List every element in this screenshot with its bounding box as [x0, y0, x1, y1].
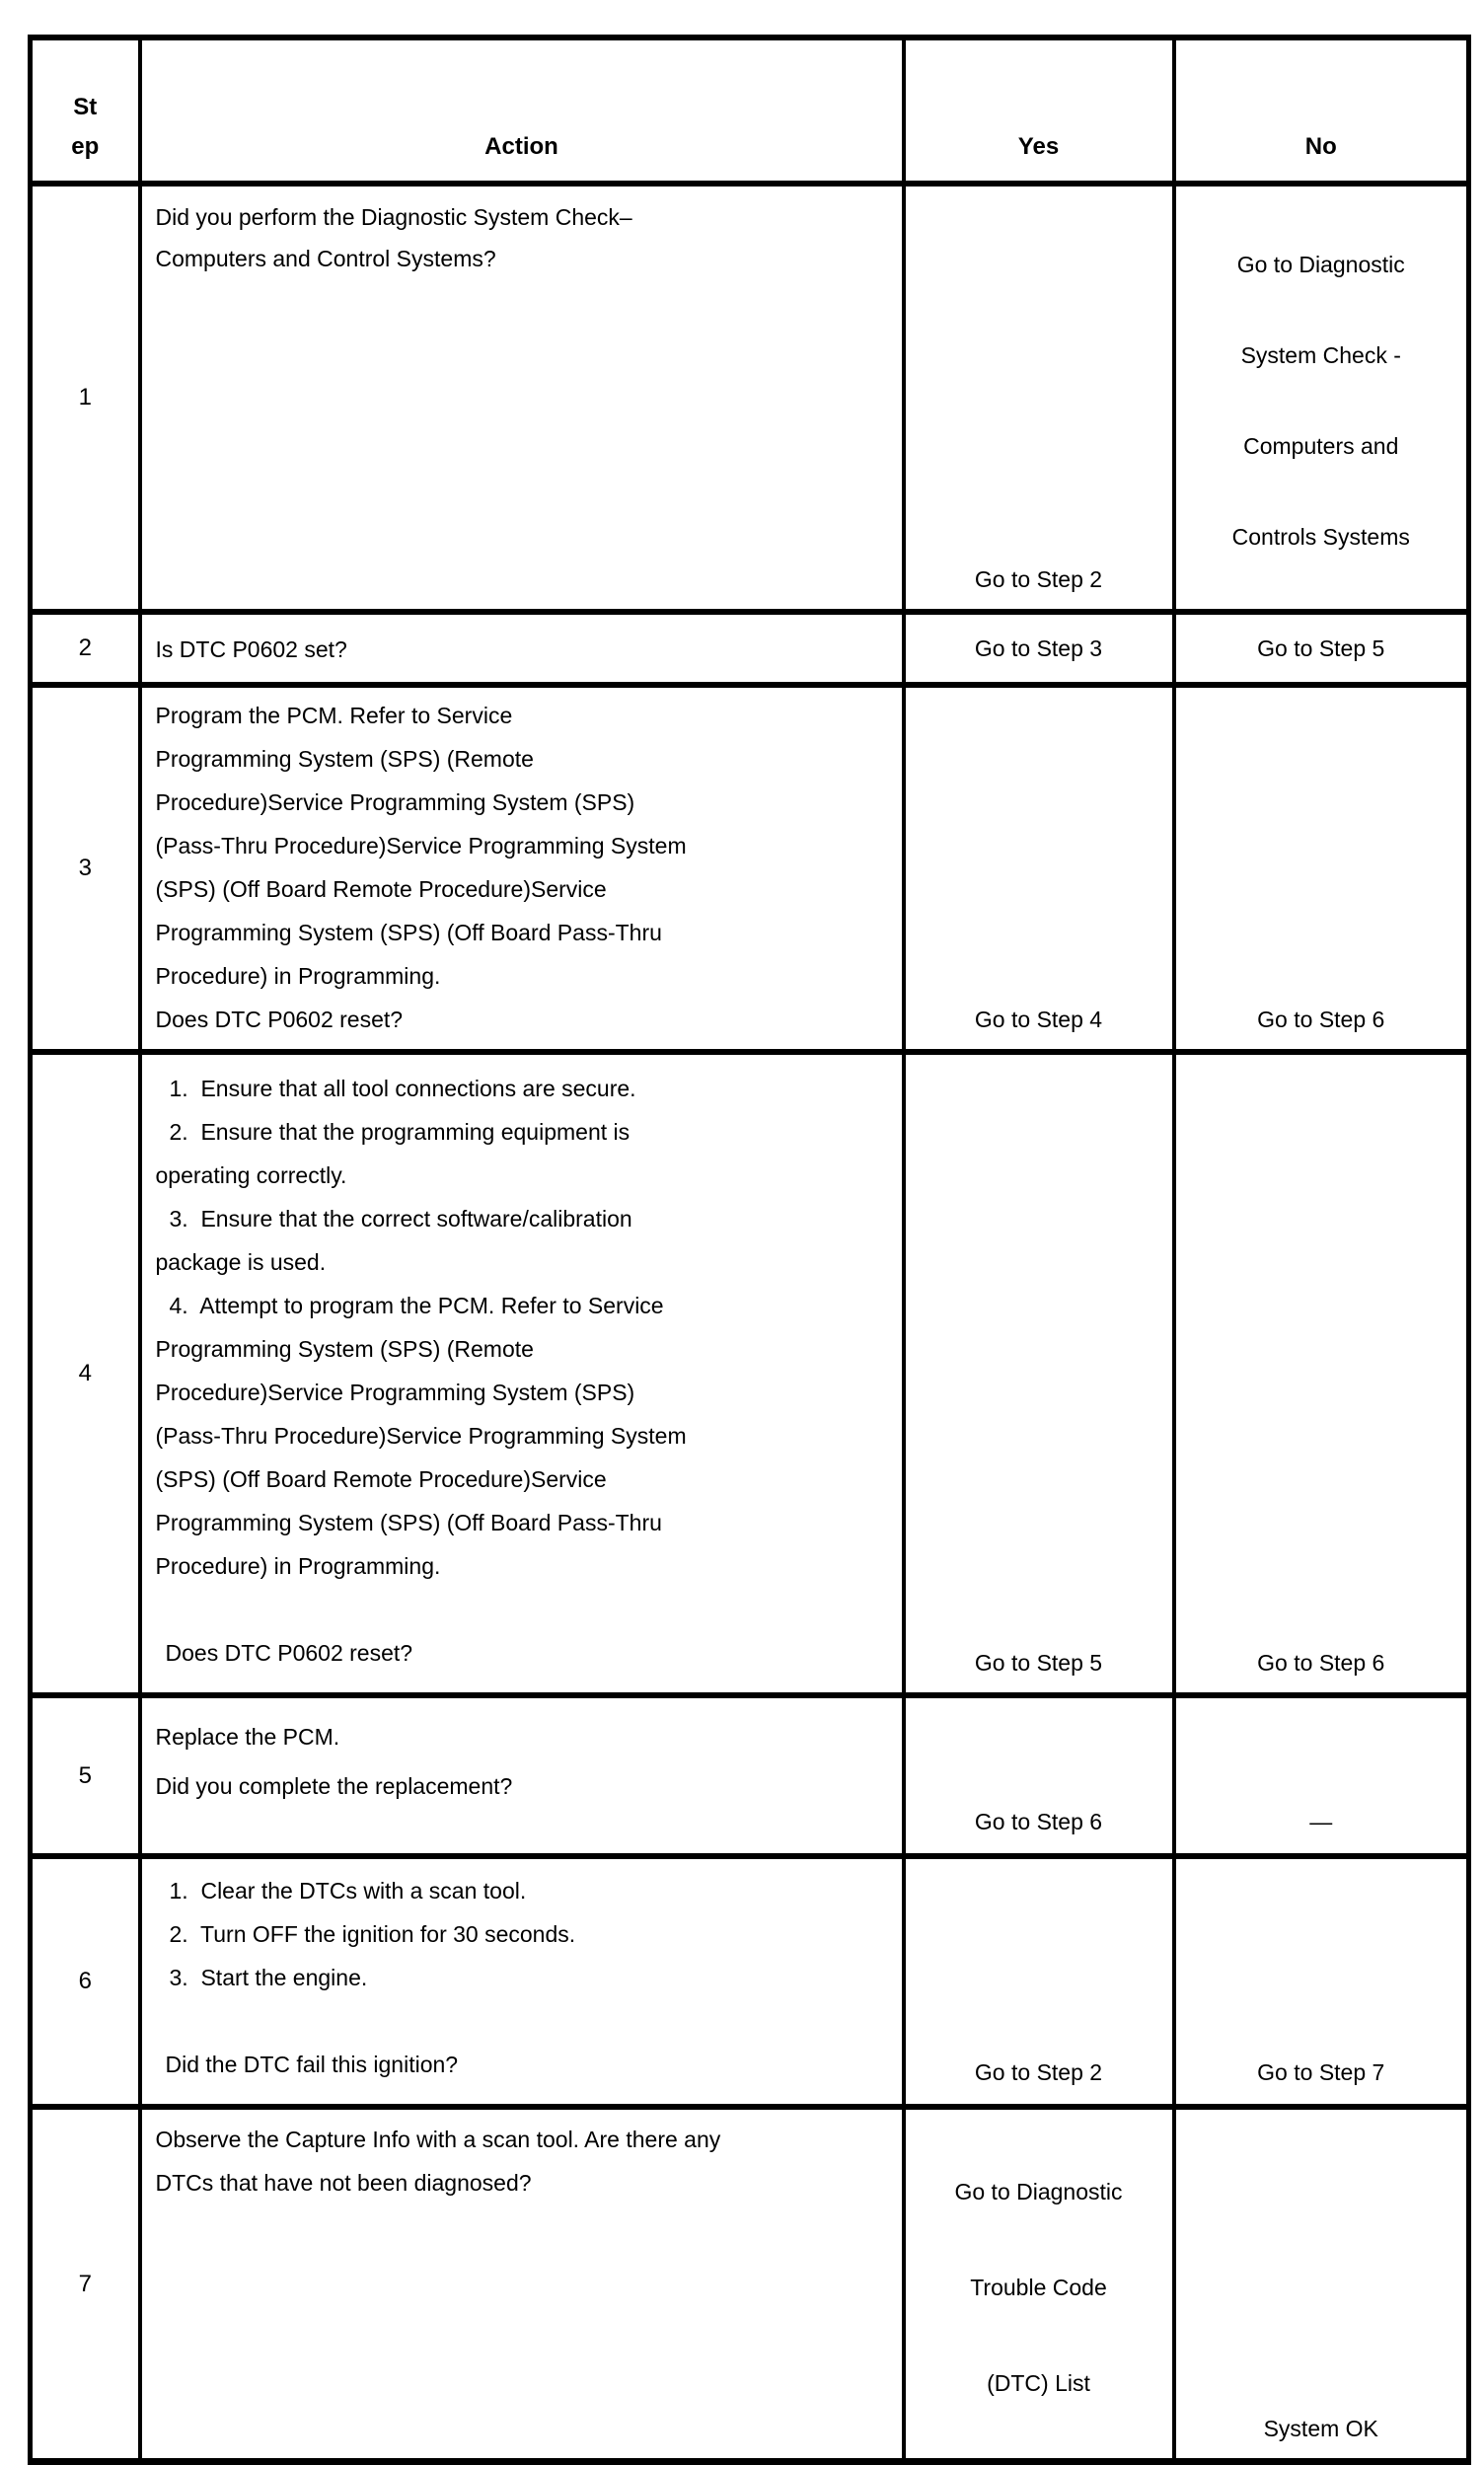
action-cell	[140, 1052, 904, 1695]
action-line: Programming System (SPS) (Remote	[155, 746, 534, 772]
no-line: System Check -	[1240, 342, 1401, 368]
yes-line: (DTC) List	[987, 2370, 1090, 2396]
step-cell: 4	[31, 1052, 140, 1695]
action-line: Programming System (SPS) (Off Board Pass-Thru	[155, 920, 662, 945]
action-line: Procedure) in Programming.	[155, 963, 441, 989]
action-cell	[140, 2107, 904, 2462]
no-cell: Go to Step 6	[1174, 685, 1469, 1052]
no-line: Go to Diagnostic	[1236, 252, 1405, 277]
action-cell	[140, 1856, 904, 2107]
action-line: 2. Ensure that the programming equipment is	[169, 1119, 631, 1145]
action-line: package is used.	[155, 1249, 327, 1275]
yes-cell: Go to Step 6	[904, 1695, 1174, 1856]
table-row	[31, 2107, 1469, 2462]
no-cell: Go to Step 7	[1174, 1856, 1469, 2107]
diagnostic-table	[28, 35, 1471, 2465]
column-header-yes: Yes	[904, 37, 1174, 184]
table-header-row	[31, 37, 1469, 184]
action-question: Does DTC P0602 reset?	[165, 1640, 413, 1666]
table-row	[31, 1052, 1469, 1695]
action-cell	[140, 612, 904, 685]
action-line: Program the PCM. Refer to Service	[155, 703, 513, 728]
action-line: Procedure)Service Programming System (SPS)	[155, 1380, 635, 1405]
action-line: 3. Ensure that the correct software/calibration	[169, 1206, 632, 1232]
action-question: Does DTC P0602 reset?	[155, 1007, 404, 1032]
no-cell: —	[1174, 1695, 1469, 1856]
action-line: Programming System (SPS) (Remote	[155, 1336, 534, 1362]
action-line: Observe the Capture Info with a scan tool. Are there any	[155, 2127, 721, 2152]
no-cell: System OK	[1174, 2107, 1469, 2462]
action-line: 1. Clear the DTCs with a scan tool.	[169, 1878, 527, 1904]
table-row	[31, 612, 1469, 685]
action-question: DTCs that have not been diagnosed?	[155, 2170, 532, 2196]
action-line: 1. Ensure that all tool connections are secure.	[169, 1076, 636, 1101]
yes-cell: Go to Step 5	[904, 1052, 1174, 1695]
action-line: Procedure)Service Programming System (SPS)	[155, 789, 635, 815]
yes-cell: Go to Step 2	[904, 1856, 1174, 2107]
action-blank-line	[156, 1588, 886, 1631]
step-cell: 2	[31, 612, 140, 685]
no-cell	[1174, 184, 1469, 612]
action-line: operating correctly.	[155, 1162, 347, 1188]
table-row	[31, 1856, 1469, 2107]
action-cell	[140, 1695, 904, 1856]
step-cell: 3	[31, 685, 140, 1052]
action-question: Did the DTC fail this ignition?	[165, 2052, 459, 2077]
no-line: Computers and	[1243, 433, 1399, 459]
yes-cell	[904, 2107, 1174, 2462]
yes-cell: Go to Step 3	[904, 612, 1174, 685]
action-cell	[140, 685, 904, 1052]
action-line: (Pass-Thru Procedure)Service Programming System	[155, 1423, 687, 1449]
column-header-no: No	[1174, 37, 1469, 184]
action-question: Did you complete the replacement?	[155, 1773, 513, 1799]
no-cell: Go to Step 5	[1174, 612, 1469, 685]
column-header-action: Action	[140, 37, 904, 184]
step-cell: 6	[31, 1856, 140, 2107]
table-row	[31, 685, 1469, 1052]
action-line: Replace the PCM.	[155, 1724, 340, 1750]
action-line: 4. Attempt to program the PCM. Refer to Service	[169, 1293, 664, 1318]
yes-line: Trouble Code	[970, 2275, 1107, 2300]
step-cell: 5	[31, 1695, 140, 1856]
action-line: (Pass-Thru Procedure)Service Programming System	[155, 833, 687, 859]
step-cell: 7	[31, 2107, 140, 2462]
action-cell	[140, 184, 904, 612]
no-cell: Go to Step 6	[1174, 1052, 1469, 1695]
table-row	[31, 184, 1469, 612]
no-line: Controls Systems	[1231, 524, 1410, 550]
action-line: 3. Start the engine.	[169, 1965, 368, 1990]
table-row	[31, 1695, 1469, 1856]
action-line: (SPS) (Off Board Remote Procedure)Service	[155, 876, 607, 902]
step-header-line: St	[73, 94, 98, 120]
step-header-line: ep	[71, 133, 100, 160]
action-line: (SPS) (Off Board Remote Procedure)Service	[155, 1466, 607, 1492]
step-cell: 1	[31, 184, 140, 612]
yes-line: Go to Diagnostic	[954, 2179, 1123, 2204]
action-line: Computers and Control Systems?	[155, 246, 496, 271]
yes-cell: Go to Step 4	[904, 685, 1174, 1052]
yes-cell: Go to Step 2	[904, 184, 1174, 612]
action-line: Is DTC P0602 set?	[155, 636, 347, 662]
action-blank-line	[156, 1999, 886, 2043]
action-line: Procedure) in Programming.	[155, 1553, 441, 1579]
diagnostic-table-container	[28, 35, 1471, 2465]
column-header-step	[31, 37, 140, 184]
action-line: Programming System (SPS) (Off Board Pass-Thru	[155, 1510, 662, 1535]
action-line: 2. Turn OFF the ignition for 30 seconds.	[169, 1921, 576, 1947]
action-line: Did you perform the Diagnostic System Check–	[155, 204, 632, 230]
